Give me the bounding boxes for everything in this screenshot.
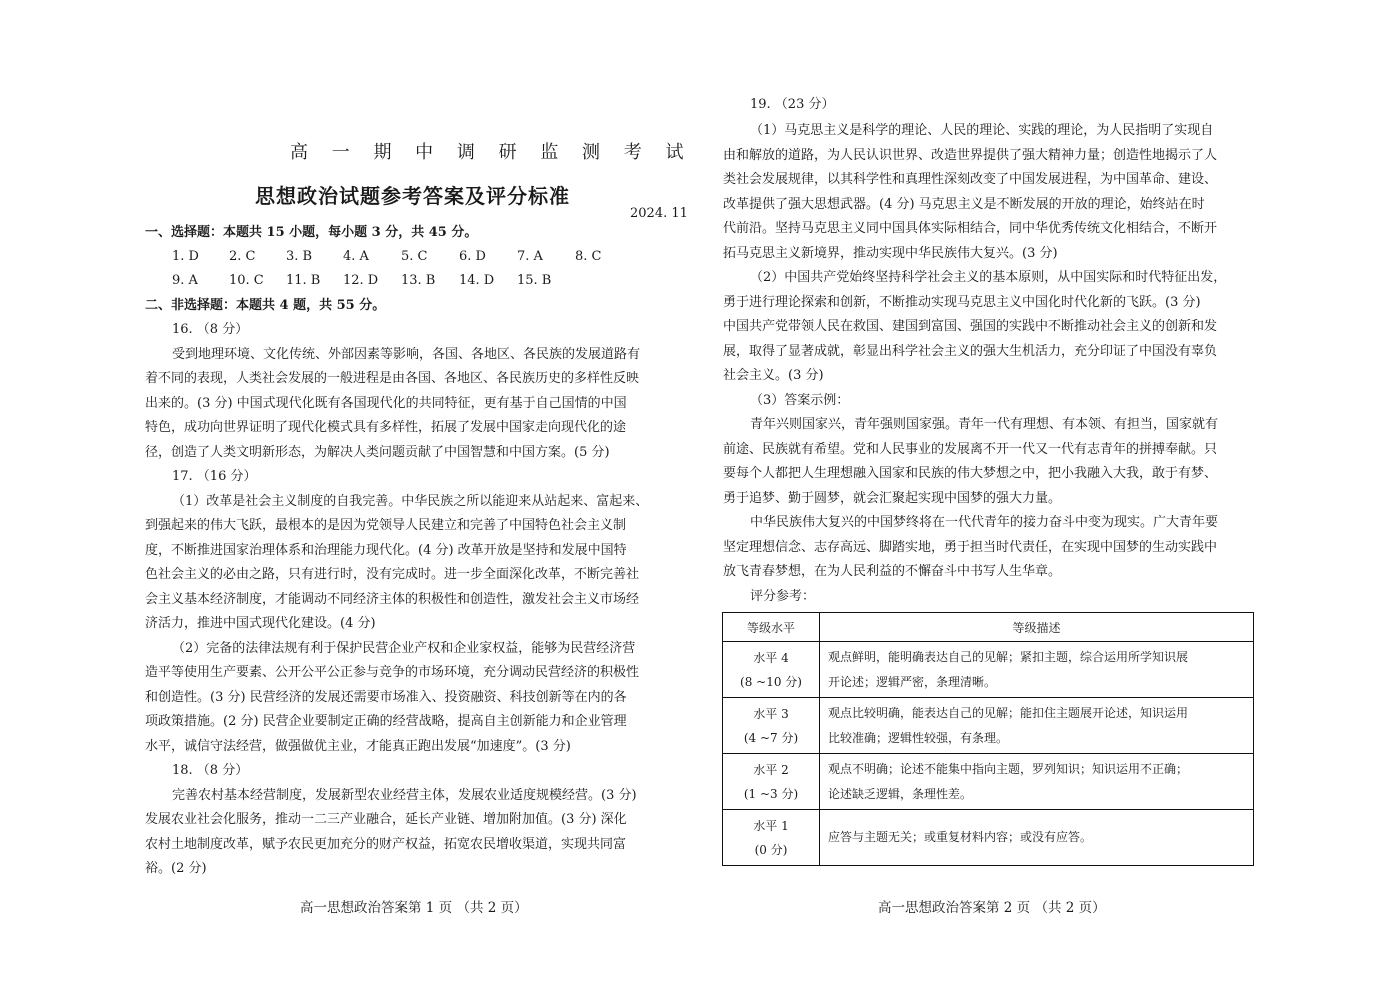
document-date: 2024. 11	[630, 206, 688, 221]
q19-line: 坚定理想信念、志存高远、脚踏实地，勇于担当时代责任，在实现中国梦的生动实践中	[723, 540, 1218, 555]
q17-line: （2）完备的法律法规有利于保护民营企业产权和企业家权益，能够为民营经济营	[172, 641, 636, 656]
description-cell	[820, 698, 1254, 754]
scoring-label: 评分参考：	[750, 589, 816, 604]
q19-line: 代前沿。坚持马克思主义同中国具体实际相结合，同中华优秀传统文化相结合，不断开	[723, 221, 1218, 236]
q19-line: （3）答案示例：	[750, 393, 850, 408]
level-range: (1 ~3 分)	[743, 786, 799, 801]
q19-line: 中国共产党带领人民在救国、建国到富国、强国的实践中不断推动社会主义的创新和发	[723, 319, 1218, 334]
description-cell	[820, 810, 1254, 866]
q18-line: 农村土地制度改革，赋予农民更加充分的财产权益，拓宽农民增收渠道，实现共同富	[145, 837, 627, 852]
answer-item: 13. B	[401, 273, 436, 288]
answer-item: 10. C	[229, 273, 264, 288]
q19-line: 青年兴则国家兴，青年强则国家强。青年一代有理想、有本领、有担当，国家就有	[750, 417, 1219, 432]
answer-item: 6. D	[459, 249, 486, 264]
q19-line: 勇于追梦、勤于圆梦，就会汇聚起实现中国梦的强大力量。	[723, 491, 1062, 506]
level-range: (0 分)	[754, 842, 788, 857]
q19-line: 放飞青春梦想，在为人民利益的不懈奋斗中书写人生华章。	[723, 564, 1062, 579]
answer-item: 12. D	[343, 273, 379, 288]
q17-line: 项政策措施。(2 分) 民营企业要制定正确的经营战略，提高自主创新能力和企业管理	[145, 714, 627, 729]
table-row	[723, 810, 1254, 866]
column-header: 等级水平	[723, 613, 820, 642]
q16-line: 着不同的表现，人类社会发展的一般进程是由各国、各地区、各民族历史的多样性反映	[145, 371, 640, 386]
answer-item: 5. C	[401, 249, 428, 264]
column-header: 等级描述	[820, 613, 1254, 642]
q19-line: 前途、民族就有希望。党和人民事业的发展离不开一代又一代有志青年的拼搏奉献。只	[723, 442, 1218, 457]
table-row	[723, 698, 1254, 754]
description-cell	[820, 642, 1254, 698]
section2-heading: 二、非选择题：本题共 4 题，共 55 分。	[145, 298, 386, 313]
q19-line: 改革提供了强大思想武器。(4 分) 马克思主义是不断发展的开放的理论，始终站在时	[723, 197, 1205, 212]
answer-item: 3. B	[286, 249, 313, 264]
q19-line: 拓马克思主义新境界，推动实现中华民族伟大复兴。(3 分)	[723, 246, 1058, 261]
page-title: 思想政治试题参考答案及评分标准	[255, 184, 570, 208]
level-range: (4 ~7 分)	[743, 730, 799, 745]
q16-line: 受到地理环境、文化传统、外部因素等影响，各国、各地区、各民族的发展道路有	[172, 347, 641, 362]
level-cell	[723, 698, 820, 754]
answer-item: 9. A	[172, 273, 198, 288]
q17-line: 到强起来的伟大飞跃，最根本的是因为党领导人民建立和完善了中国特色社会主义制	[145, 518, 627, 533]
q17-heading: 17. （16 分）	[172, 469, 257, 484]
answer-item: 4. A	[343, 249, 369, 264]
description-cell	[820, 754, 1254, 810]
q17-line: 度，不断推进国家治理体系和治理能力现代化。(4 分) 改革开放是坚持和发展中国特	[145, 543, 627, 558]
answer-item: 7. A	[517, 249, 543, 264]
q17-line: 济活力，推进中国式现代化建设。(4 分)	[145, 616, 376, 631]
answer-item: 15. B	[517, 273, 552, 288]
table-row	[723, 642, 1254, 698]
q17-line: 水平，诚信守法经营，做强做优主业，才能真正跑出发展“加速度”。(3 分)	[145, 739, 571, 754]
description-line: 开论述；逻辑严密，条理清晰。	[828, 674, 997, 689]
q17-line: 会主义基本经济制度，才能调动不同经济主体的积极性和创造性，激发社会主义市场经	[145, 592, 640, 607]
answer-item: 1. D	[172, 249, 199, 264]
level-name: 水平 1	[753, 818, 789, 833]
q17-line: 色社会主义的必由之路，只有进行时，没有完成时。进一步全面深化改革，不断完善社	[145, 567, 640, 582]
q16-heading: 16. （8 分）	[172, 322, 249, 337]
answer-item: 11. B	[286, 273, 321, 288]
level-name: 水平 2	[753, 762, 789, 777]
q16-line: 出来的。(3 分) 中国式现代化既有各国现代化的共同特征，更有基于自己国情的中国	[145, 396, 627, 411]
answer-item: 2. C	[229, 249, 256, 264]
table-row	[723, 754, 1254, 810]
level-name: 水平 4	[753, 650, 789, 665]
q17-line: 和创造性。(3 分) 民营经济的发展还需要市场准入、投资融资、科技创新等在内的各	[145, 690, 627, 705]
q16-line: 特色，成功向世界证明了现代化模式具有多样性，拓展了发展中国家走向现代化的途	[145, 420, 627, 435]
description-line: 应答与主题无关；或重复材料内容；或没有应答。	[828, 830, 1093, 844]
q19-line: 由和解放的道路，为人民认识世界、改造世界提供了强大精神力量；创造性地揭示了人	[723, 148, 1218, 163]
level-cell	[723, 810, 820, 866]
q17-line: 造平等使用生产要素、公开公平公正参与竞争的市场环境，充分调动民营经济的积极性	[145, 665, 640, 680]
q18-line: 发展农业社会化服务，推动一二三产业融合，延长产业链、增加附加值。(3 分) 深化	[145, 812, 627, 827]
q16-line: 径，创造了人类文明新形态，为解决人类问题贡献了中国智慧和中国方案。(5 分)	[145, 445, 610, 460]
q18-line: 裕。(2 分)	[145, 861, 207, 876]
level-cell	[723, 642, 820, 698]
description-line: 观点比较明确，能表达自己的见解；能扣住主题展开论述，知识运用	[828, 705, 1189, 720]
answer-item: 14. D	[459, 273, 495, 288]
scoring-table	[722, 612, 1254, 866]
section1-heading: 一、选择题：本题共 15 小题，每小题 3 分，共 45 分。	[145, 225, 478, 240]
page-footer: 高一思想政治答案第 2 页 （共 2 页）	[878, 900, 1106, 916]
level-name: 水平 3	[753, 706, 789, 721]
q19-line: 中华民族伟大复兴的中国梦终将在一代代青年的接力奋斗中变为现实。广大青年要	[750, 515, 1219, 530]
description-line: 观点鲜明，能明确表达自己的见解；紧扣主题，综合运用所学知识展	[828, 649, 1189, 664]
answer-item: 8. C	[575, 249, 602, 264]
table-header-row	[723, 613, 1254, 642]
level-cell	[723, 754, 820, 810]
q19-line: 社会主义。(3 分)	[723, 368, 824, 383]
q19-heading: 19. （23 分）	[750, 97, 835, 112]
q17-line: （1）改革是社会主义制度的自我完善。中华民族之所以能迎来从站起来、富起来、	[172, 494, 649, 509]
level-range: (8 ~10 分)	[740, 674, 802, 689]
page-footer: 高一思想政治答案第 1 页 （共 2 页）	[300, 900, 528, 916]
description-line: 观点不明确；论述不能集中指向主题，罗列知识；知识运用不正确；	[828, 761, 1189, 776]
description-line: 比较准确；逻辑性较强，有条理。	[828, 730, 1009, 745]
q19-line: 勇于进行理论探索和创新，不断推动实现马克思主义中国化时代化新的飞跃。(3 分)	[723, 295, 1201, 310]
q19-line: （1）马克思主义是科学的理论、人民的理论、实践的理论，为人民指明了实现自	[750, 123, 1214, 138]
q19-line: 要每个人都把人生理想融入国家和民族的伟大梦想之中，把小我融入大我，敢于有梦、	[723, 466, 1218, 481]
exam-title: 高 一 期 中 调 研 监 测 考 试	[290, 142, 693, 163]
q19-line: （2）中国共产党始终坚持科学社会主义的基本原则，从中国实际和时代特征出发，	[750, 270, 1227, 285]
q18-heading: 18. （8 分）	[172, 763, 249, 778]
q18-line: 完善农村基本经营制度，发展新型农业经营主体，发展农业适度规模经营。(3 分)	[172, 788, 637, 803]
description-line: 论述缺乏逻辑，条理性差。	[828, 786, 973, 801]
q19-line: 类社会发展规律，以其科学性和真理性深刻改变了中国发展进程，为中国革命、建设、	[723, 172, 1218, 187]
q19-line: 展，取得了显著成就，彰显出科学社会主义的强大生机活力，充分印证了中国没有辜负	[723, 344, 1218, 359]
